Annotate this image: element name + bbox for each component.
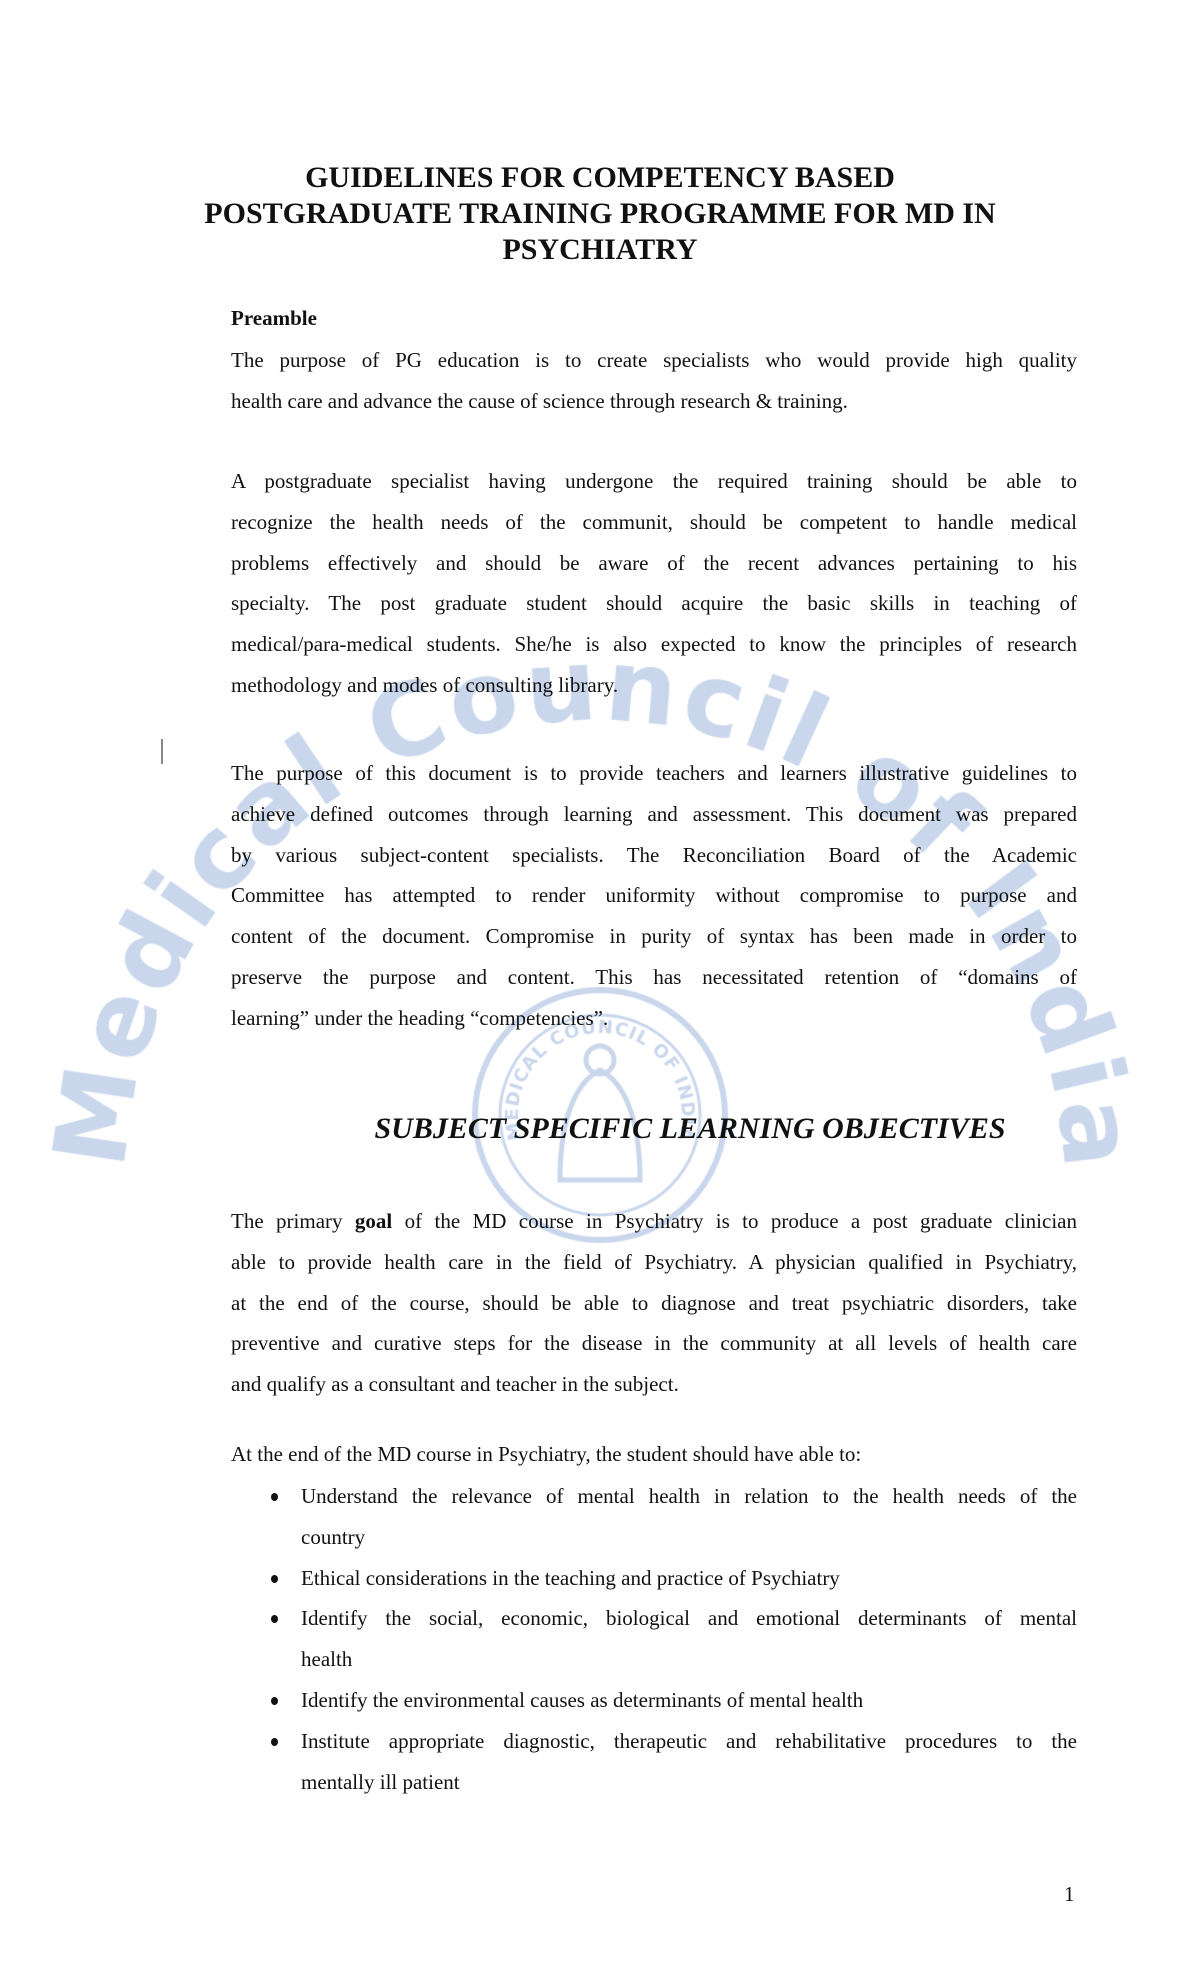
text-line: achieve defined outcomes through learning and assessment. This document was prepared [231,801,1077,826]
paragraph-1 [231,340,1077,422]
list-item [231,1598,1077,1680]
bullet-icon [271,1738,278,1746]
goal-bold: goal [354,1209,393,1233]
title-line: GUIDELINES FOR COMPETENCY BASED [305,161,895,194]
text-line: country [301,1524,366,1549]
goal-line [231,1201,1077,1242]
text-line: Identify the social, economic, biological and emotional determinants of mental [301,1606,1077,1631]
text-line: recognize the health needs of the communit, should be competent to handle medical [231,509,1077,534]
text-line: Identify the environmental causes as determinants of mental health [301,1687,864,1712]
text: of the MD course in Psychiatry is to produce a post graduate clinician [392,1209,1077,1233]
text-line: content of the document. Compromise in purity of syntax has been made in order to [231,924,1077,949]
text-line: mentally ill patient [301,1769,460,1794]
text-line: health care and advance the cause of science through research & training. [231,388,848,413]
text-line: methodology and modes of consulting library. [231,672,619,697]
text-line: The purpose of PG education is to create specialists who would provide high quality [231,348,1077,372]
text-line: by various subject-content specialists. The Reconciliation Board of the Academic [231,842,1077,867]
paragraph-goal [231,1201,1077,1405]
text-line: medical/para-medical students. She/he is also expected to know the principles of research [231,632,1077,657]
list-item [231,1476,1077,1558]
bullet-icon [271,1697,278,1705]
preamble-heading: Preamble [231,306,317,330]
text-line: able to provide health care in the field of Psychiatry. A physician qualified in Psychiatry, [231,1249,1077,1274]
text-line: problems effectively and should be aware of the recent advances pertaining to his [231,550,1077,575]
document-title [200,160,1000,268]
text-line: at the end of the course, should be able to diagnose and treat psychiatric disorders, take [231,1290,1077,1315]
paragraph-2 [231,461,1077,706]
scan-mark [161,739,163,764]
list-item [231,1721,1077,1803]
title-line: POSTGRADUATE TRAINING PROGRAMME FOR MD IN [204,197,996,230]
text-line: health [301,1647,353,1672]
text-line: and qualify as a consultant and teacher in the subject. [231,1372,679,1397]
list-item [231,1680,1077,1721]
text-line: learning” under the heading “competencies”. [231,1005,609,1030]
text-line: specialty. The post graduate student should acquire the basic skills in teaching of [231,591,1077,616]
bullet-icon [271,1575,278,1583]
intro-line [231,1434,1077,1475]
intro-text: At the end of the MD course in Psychiatry, the student should have able to: [231,1442,862,1466]
title-line: PSYCHIATRY [502,233,698,266]
text-line: preserve the purpose and content. This has necessitated retention of “domains of [231,964,1077,989]
section-heading: SUBJECT SPECIFIC LEARNING OBJECTIVES [374,1112,1006,1145]
text-line: Ethical considerations in the teaching and practice of Psychiatry [301,1565,840,1590]
bullet-icon [271,1615,278,1623]
list-item [231,1558,1077,1599]
text-line: Understand the relevance of mental health in relation to the health needs of the [301,1484,1077,1508]
text-line: A postgraduate specialist having undergone the required training should be able to [231,469,1077,493]
page-number: 1 [1064,1882,1075,1906]
text-line: preventive and curative steps for the disease in the community at all levels of health care [231,1331,1077,1356]
paragraph-3 [231,753,1077,1039]
text-line: Institute appropriate diagnostic, therapeutic and rehabilitative procedures to the [301,1728,1077,1753]
text: The primary [231,1209,355,1233]
text-line: The purpose of this document is to provide teachers and learners illustrative guidelines to [231,761,1077,785]
text-line: Committee has attempted to render uniformity without compromise to purpose and [231,883,1077,908]
bullet-icon [271,1493,278,1501]
objectives-list [231,1476,1077,1802]
